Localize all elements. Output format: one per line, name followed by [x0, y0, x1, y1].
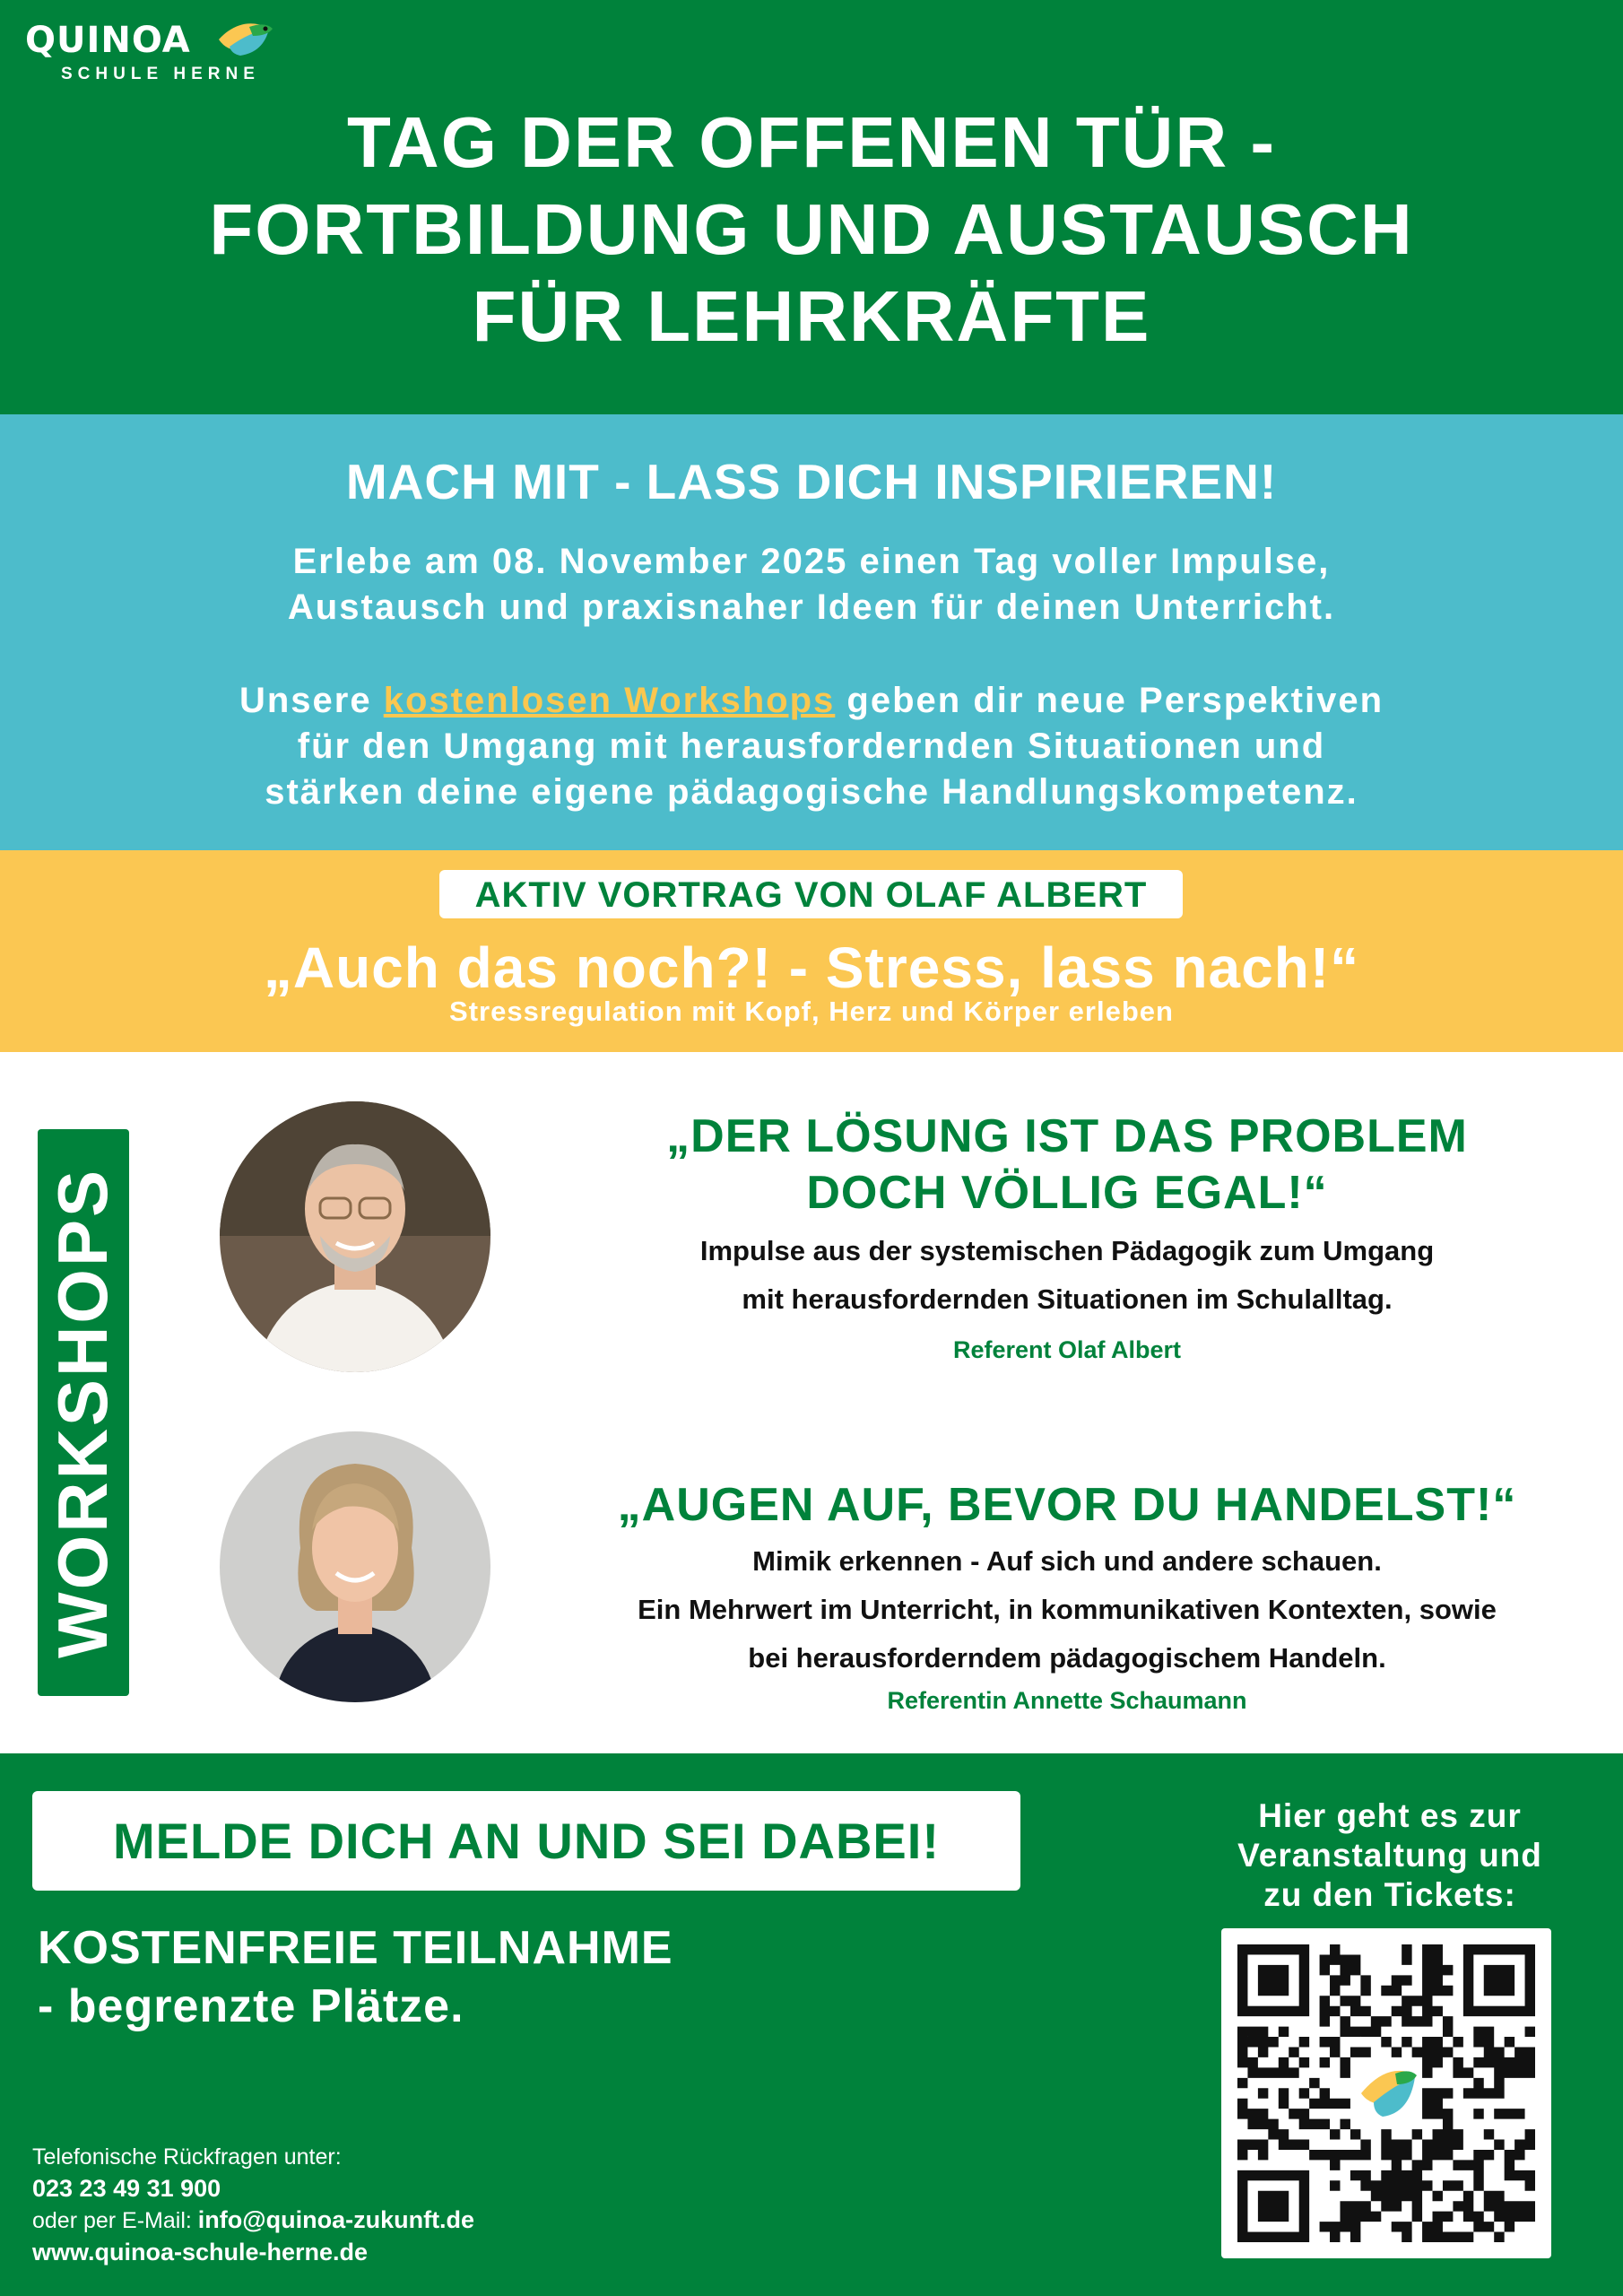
workshop-2-speaker: Referentin Annette Schaumann: [887, 1687, 1247, 1714]
free-participation: KOSTENFREIE TEILNAHME: [38, 1922, 673, 1974]
speaker-photo-olaf-albert: [220, 1101, 490, 1372]
limited-seats: - begrenzte Plätze.: [38, 1980, 464, 2032]
logo-wordmark: QUINOA: [25, 20, 191, 61]
intro-text: geben dir neue Perspektiven: [835, 681, 1384, 720]
title-line: TAG DER OFFENEN TÜR -: [346, 102, 1277, 182]
workshops-tab-label-wrap: [38, 1129, 129, 1696]
intro-line: stärken deine eigene pädagogische Handlungskompetenz.: [265, 772, 1358, 812]
register-cta[interactable]: MELDE DICH AN UND SEI DABEI!: [32, 1791, 1020, 1891]
intro-heading: MACH MIT - LASS DICH INSPIRIEREN!: [345, 454, 1278, 509]
workshop-2-title: „AUGEN AUF, BEVOR DU HANDELST!“: [617, 1479, 1517, 1531]
intro-paragraph-date: [0, 539, 1623, 631]
workshop-desc-line: Ein Mehrwert im Unterricht, in kommunikativen Kontexten, sowie: [638, 1594, 1497, 1625]
workshop-2-description: [556, 1537, 1578, 1683]
qr-caption-line: Hier geht es zur: [1258, 1797, 1522, 1834]
intro-paragraph-workshops: [0, 678, 1623, 815]
logo-subtitle: SCHULE HERNE: [61, 65, 260, 83]
speaker-photo-annette-schaumann: [220, 1431, 490, 1702]
email-link[interactable]: info@quinoa-zukunft.de: [197, 2206, 475, 2233]
email-label: oder per E-Mail:: [32, 2208, 198, 2233]
workshop-desc-line: bei herausforderndem pädagogischem Handeln.: [748, 1642, 1386, 1674]
workshop-1-title: [556, 1109, 1578, 1222]
intro-line: Austausch und praxisnaher Ideen für deinen Unterricht.: [287, 587, 1336, 627]
workshop-desc-line: mit herausfordernden Situationen im Schulalltag.: [742, 1283, 1393, 1315]
qr-caption-line: Veranstaltung und: [1237, 1837, 1542, 1874]
intro-line: für den Umgang mit herausfordernden Situationen und: [297, 726, 1326, 766]
portrait-woman-icon: [220, 1431, 490, 1702]
website-link[interactable]: www.quinoa-schule-herne.de: [32, 2239, 369, 2266]
qr-caption-line: zu den Tickets:: [1263, 1876, 1516, 1913]
email-line: [32, 2205, 474, 2237]
contact-info: [32, 2142, 474, 2268]
workshop-desc-line: Impulse aus der systemischen Pädagogik zum Umgang: [699, 1235, 1435, 1266]
talk-subtitle: Stressregulation mit Kopf, Herz und Körper erleben: [449, 996, 1174, 1027]
qr-caption: [1211, 1796, 1569, 1915]
talk-badge: AKTIV VORTRAG VON OLAF ALBERT: [439, 870, 1183, 918]
workshop-title-line: DOCH VÖLLIG EGAL!“: [806, 1167, 1328, 1219]
workshop-1-speaker: Referent Olaf Albert: [952, 1336, 1182, 1363]
bird-logo-icon: [213, 20, 278, 59]
tickets-qr-code[interactable]: [1221, 1928, 1551, 2258]
school-logo[interactable]: [25, 20, 267, 91]
workshop-desc-line: Mimik erkennen - Auf sich und andere schauen.: [752, 1545, 1382, 1577]
qr-code-icon: [1221, 1928, 1551, 2258]
intro-line: Erlebe am 08. November 2025 einen Tag voller Impulse,: [292, 542, 1331, 581]
talk-title: „Auch das noch?! - Stress, lass nach!“: [263, 935, 1360, 1000]
phone-number[interactable]: 023 23 49 31 900: [32, 2175, 221, 2202]
workshop-1-description: [556, 1227, 1578, 1324]
workshops-link[interactable]: kostenlosen Workshops: [383, 681, 836, 720]
intro-text: Unsere: [239, 681, 384, 720]
intro-line: [0, 678, 1623, 724]
portrait-man-icon: [220, 1101, 490, 1372]
page-title: [0, 99, 1623, 360]
workshop-title-line: „DER LÖSUNG IST DAS PROBLEM: [666, 1110, 1468, 1162]
workshops-tab-label: WORKSHOPS: [43, 1167, 123, 1658]
contact-label: Telefonische Rückfragen unter:: [32, 2144, 342, 2170]
title-line: FÜR LEHRKRÄFTE: [472, 276, 1151, 356]
title-line: FORTBILDUNG UND AUSTAUSCH: [209, 189, 1414, 269]
